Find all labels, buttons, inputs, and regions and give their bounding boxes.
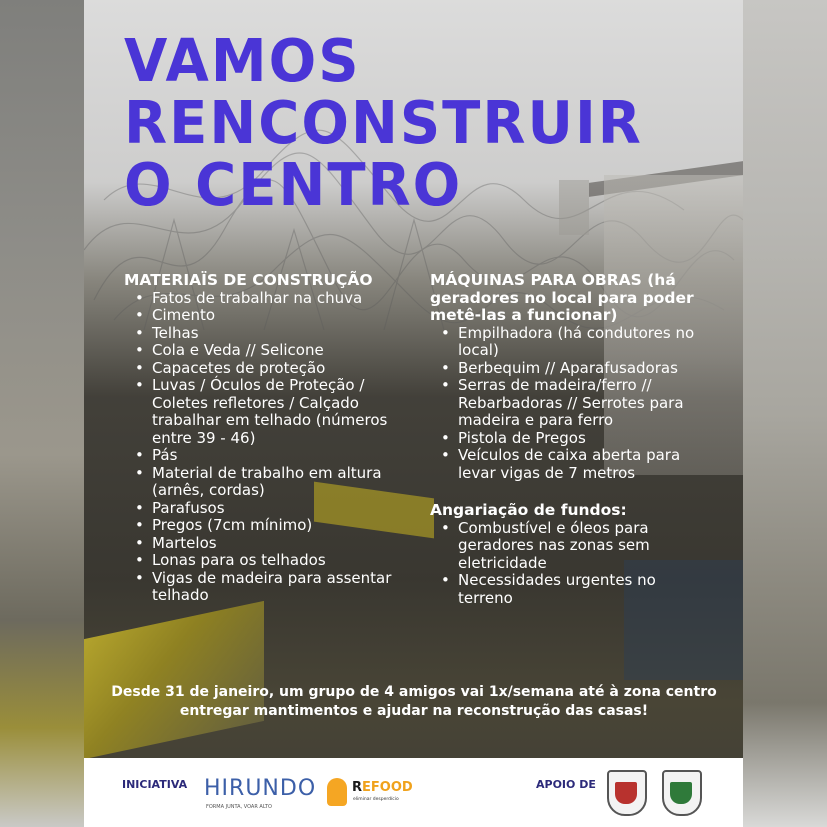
list-item: • Material de trabalho em altura (arnês, cordas) xyxy=(152,465,404,500)
municipal-crest-icon xyxy=(607,770,647,816)
list-item: • Vigas de madeira para assentar telhado xyxy=(152,570,404,605)
iniciativa-label: INICIATIVA xyxy=(122,778,188,791)
list-item: • Serras de madeira/ferro // Rebarbadoras // Serrotes para madeira e para ferro xyxy=(458,377,705,430)
refood-name: REFOOD xyxy=(352,780,413,795)
list-item: • Pás xyxy=(152,447,404,465)
machines-column xyxy=(430,272,705,607)
list-item: • Parafusos xyxy=(152,500,404,518)
fundraising-list xyxy=(430,520,705,608)
list-item: • Necessidades urgentes no terreno xyxy=(458,572,705,607)
materials-column xyxy=(124,272,404,605)
refood-tagline: eliminar desperdício xyxy=(353,797,399,802)
list-item: • Berbequim // Aparafusadoras xyxy=(458,360,705,378)
list-item: • Veículos de caixa aberta para levar vigas de 7 metros xyxy=(458,447,705,482)
list-item: • Cola e Veda // Selicone xyxy=(152,342,404,360)
refood-logo xyxy=(322,776,412,810)
machines-heading: MÁQUINAS PARA OBRAS (há geradores no local para poder metê-las a funcionar) xyxy=(430,271,694,324)
blurred-background-left xyxy=(0,0,84,827)
title-line-1: VAMOS xyxy=(124,27,361,96)
fundraising-heading: Angariação de fundos: xyxy=(430,501,627,519)
list-item: • Lonas para os telhados xyxy=(152,552,404,570)
list-item: • Combustível e óleos para geradores nas zonas sem eletricidade xyxy=(458,520,705,573)
parish-crest-icon xyxy=(662,770,702,816)
machines-list xyxy=(430,325,705,483)
list-item: • Cimento xyxy=(152,307,404,325)
hirundo-name: HIRUNDO xyxy=(204,776,317,801)
sponsor-strip xyxy=(84,758,743,827)
materials-list xyxy=(124,290,404,605)
list-item: • Pregos (7cm mínimo) xyxy=(152,517,404,535)
blurred-background-right xyxy=(743,0,827,827)
list-item: • Martelos xyxy=(152,535,404,553)
list-item: • Luvas / Óculos de Proteção / Coletes refletores / Calçado trabalhar em telhado (números entre 39 - 46) xyxy=(152,377,404,447)
list-item: • Capacetes de proteção xyxy=(152,360,404,378)
poster xyxy=(84,0,743,827)
poster-title xyxy=(124,27,724,220)
list-item: • Telhas xyxy=(152,325,404,343)
list-item: • Empilhadora (há condutores no local) xyxy=(458,325,705,360)
title-line-2: RENCONSTRUIR xyxy=(124,89,643,158)
yellow-debris xyxy=(84,601,264,759)
footer-announcement: Desde 31 de janeiro, um grupo de 4 amigos vai 1x/semana até à zona centro entregar mantimentos e ajudar na reconstrução das casas! xyxy=(111,684,717,719)
title-line-3: O CENTRO xyxy=(124,151,463,220)
list-item: • Fatos de trabalhar na chuva xyxy=(152,290,404,308)
materials-heading: MATERIAÏS DE CONSTRUÇÃO xyxy=(124,271,373,289)
hirundo-logo xyxy=(204,776,317,810)
refood-icon xyxy=(327,778,347,806)
apoio-label: APOIO DE xyxy=(536,778,596,791)
hirundo-tagline: FORMA JUNTA, VOAR ALTO xyxy=(206,804,272,810)
list-item: • Pistola de Pregos xyxy=(458,430,705,448)
